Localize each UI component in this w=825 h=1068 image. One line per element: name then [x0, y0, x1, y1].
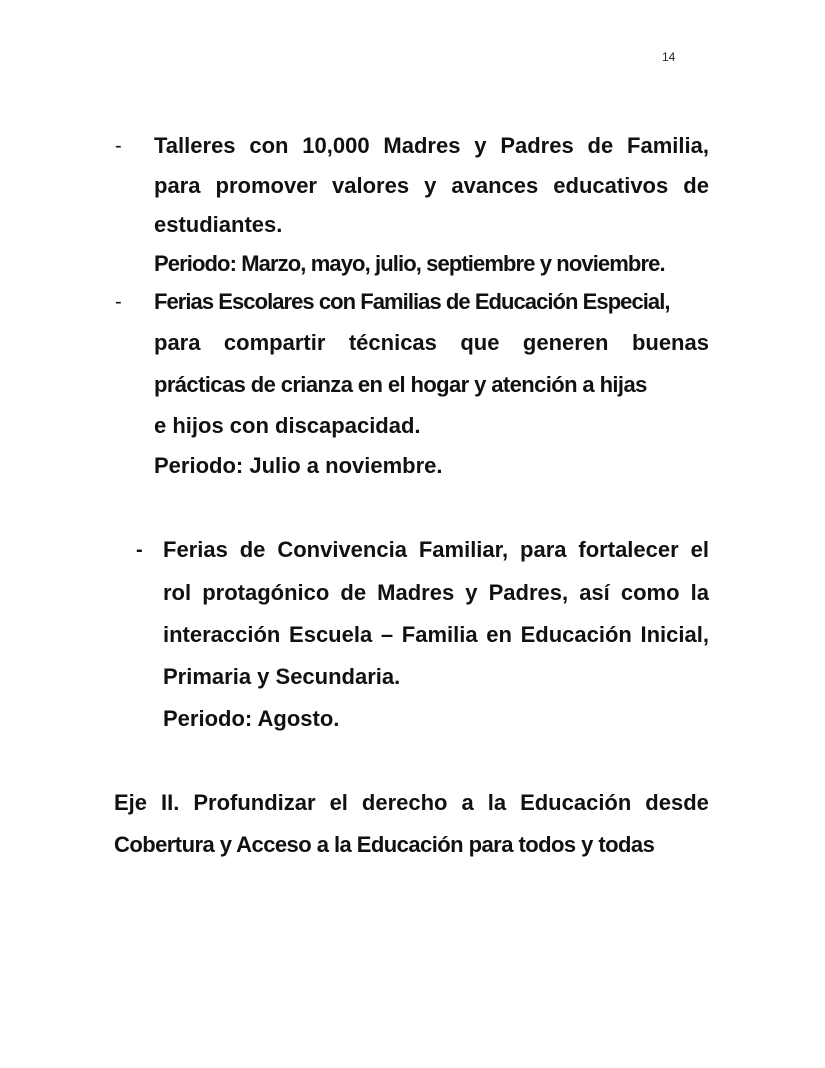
list-item-line: Primaria y Secundaria.	[163, 664, 401, 689]
word: Escuela	[289, 622, 373, 647]
word: interacción	[163, 622, 281, 647]
word: promover	[215, 173, 317, 198]
word: Talleres	[154, 133, 236, 158]
section-heading-line: Cobertura y Acceso a la Educación para todos y todas	[114, 832, 655, 857]
period-line: Periodo: Julio a noviembre.	[154, 453, 443, 478]
list-item-line	[154, 133, 709, 159]
list-item-line: estudiantes.	[154, 212, 283, 237]
word: Convivencia	[277, 537, 407, 562]
word: rol	[163, 580, 192, 605]
list-item-line: e hijos con discapacidad.	[154, 413, 421, 438]
word: Familia	[401, 622, 478, 647]
word: desde	[645, 790, 709, 815]
word: de	[683, 173, 709, 198]
word: II.	[161, 790, 180, 815]
list-item-line	[163, 537, 709, 563]
word: de	[587, 133, 614, 158]
word: para	[154, 173, 201, 198]
word: Educación	[520, 790, 632, 815]
word: como	[620, 580, 680, 605]
word: y	[474, 133, 487, 158]
word: para	[154, 330, 201, 355]
word: Educación	[520, 622, 632, 647]
word: avances	[451, 173, 539, 198]
word: a	[461, 790, 474, 815]
word: Profundizar	[193, 790, 316, 815]
page-number: 14	[662, 50, 676, 64]
word: Inicial,	[640, 622, 709, 647]
word: Madres	[377, 580, 455, 605]
word: la	[487, 790, 507, 815]
word: derecho	[361, 790, 448, 815]
word: para	[520, 537, 567, 562]
list-item-line: Ferias Escolares con Familias de Educación Especial,	[154, 289, 670, 314]
bullet-dash: -	[136, 539, 143, 561]
bullet-dash: -	[115, 135, 122, 157]
list-item-line: prácticas de crianza en el hogar y atención a hijas	[154, 372, 647, 397]
word: la	[690, 580, 709, 605]
word: Padres	[500, 133, 574, 158]
word: –	[380, 622, 394, 647]
word: Eje	[114, 790, 148, 815]
section-heading-line	[114, 790, 709, 816]
list-item-line	[163, 580, 709, 606]
word: con	[249, 133, 289, 158]
bullet-dash: -	[115, 291, 122, 313]
word: Familiar,	[418, 537, 509, 562]
period-line: Periodo: Agosto.	[163, 706, 340, 731]
word: el	[690, 537, 709, 562]
word: protagónico	[202, 580, 330, 605]
word: valores	[332, 173, 410, 198]
list-item-line	[154, 173, 709, 199]
list-item-line	[163, 622, 709, 648]
word: 10,000	[302, 133, 370, 158]
word: Madres	[383, 133, 461, 158]
word: Padres,	[488, 580, 569, 605]
word: y	[465, 580, 478, 605]
word: de	[340, 580, 367, 605]
word: técnicas	[348, 330, 437, 355]
word: buenas	[631, 330, 709, 355]
word: Ferias	[163, 537, 228, 562]
word: educativos	[553, 173, 669, 198]
word: generen	[522, 330, 609, 355]
word: así	[579, 580, 610, 605]
word: de	[239, 537, 266, 562]
word: y	[424, 173, 437, 198]
word: en	[486, 622, 512, 647]
list-item-line	[154, 330, 709, 356]
word: fortalecer	[578, 537, 679, 562]
word: que	[460, 330, 500, 355]
word: compartir	[223, 330, 326, 355]
word: Familia,	[627, 133, 709, 158]
period-line: Periodo: Marzo, mayo, julio, septiembre y noviembre.	[154, 251, 665, 276]
word: el	[329, 790, 348, 815]
